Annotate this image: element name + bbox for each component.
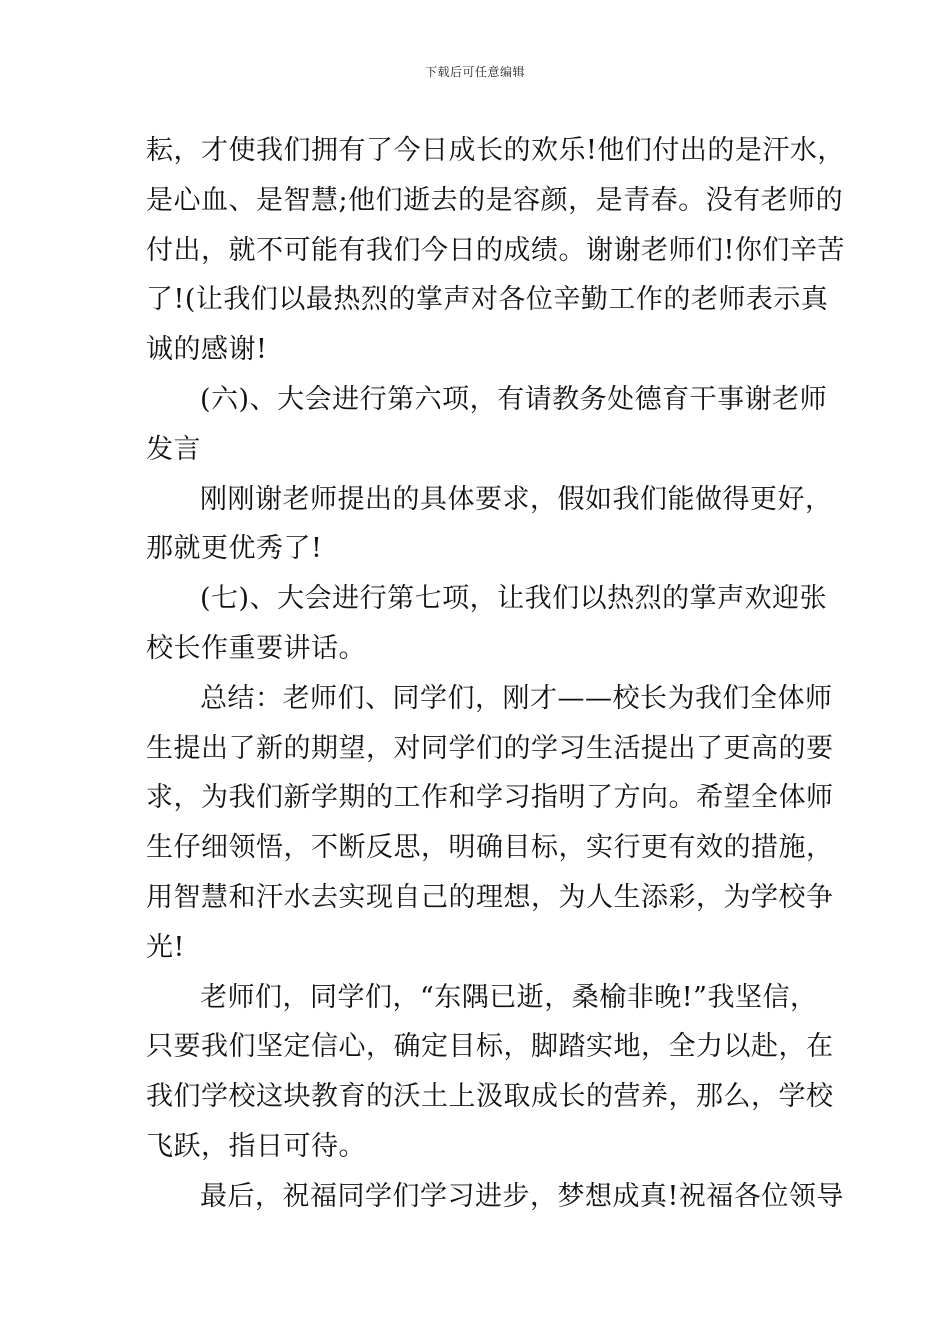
paragraph-first-line: 刚刚谢老师提出的具体要求，假如我们能做得更好， <box>200 483 833 515</box>
paragraph-first-line: 最后，祝福同学们学习进步，梦想成真!祝福各位领导 <box>200 1180 844 1212</box>
paragraph-first-line: (七)、大会进行第七项，让我们以热烈的掌声欢迎张 <box>200 583 828 615</box>
text-line: 求，为我们新学期的工作和学习指明了方向。希望全体师 <box>146 782 834 814</box>
page-header-watermark: 下载后可任意编辑 <box>424 65 525 79</box>
text-line: 只要我们坚定信心，确定目标，脚踏实地，全力以赴，在 <box>146 1031 834 1063</box>
text-line: 发言 <box>146 433 201 465</box>
text-line: 校长作重要讲话。 <box>146 632 366 664</box>
text-line: 用智慧和汗水去实现自己的理想，为人生添彩，为学校争 <box>146 881 834 913</box>
text-line: 诚的感谢! <box>146 334 268 366</box>
text-line: 那就更优秀了! <box>146 533 323 565</box>
paragraph-first-line: 老师们，同学们，“东隅已逝，桑榆非晚!”我坚信， <box>200 981 818 1013</box>
text-line: 我们学校这块教育的沃土上汲取成长的营养，那么，学校 <box>146 1081 834 1113</box>
text-line: 光! <box>146 931 185 963</box>
document-body <box>146 126 845 1222</box>
text-line: 付出，就不可能有我们今日的成绩。谢谢老师们!你们辛苦 <box>146 234 845 266</box>
text-line: 耘，才使我们拥有了今日成长的欢乐!他们付出的是汗水， <box>146 135 845 166</box>
paragraph-first-line: 总结：老师们、同学们，刚才——校长为我们全体师 <box>200 682 833 714</box>
text-line: 飞跃，指日可待。 <box>146 1130 366 1162</box>
text-line: 了!(让我们以最热烈的掌声对各位辛勤工作的老师表示真 <box>146 284 829 316</box>
text-line: 生提出了新的期望，对同学们的学习生活提出了更高的要 <box>146 732 834 764</box>
text-line: 是心血、是智慧;他们逝去的是容颜，是青春。没有老师的 <box>146 184 844 216</box>
text-line: 生仔细领悟，不断反思，明确目标，实行更有效的措施， <box>146 832 834 864</box>
paragraph-first-line: (六)、大会进行第六项，有请教务处德育干事谢老师 <box>200 383 828 415</box>
